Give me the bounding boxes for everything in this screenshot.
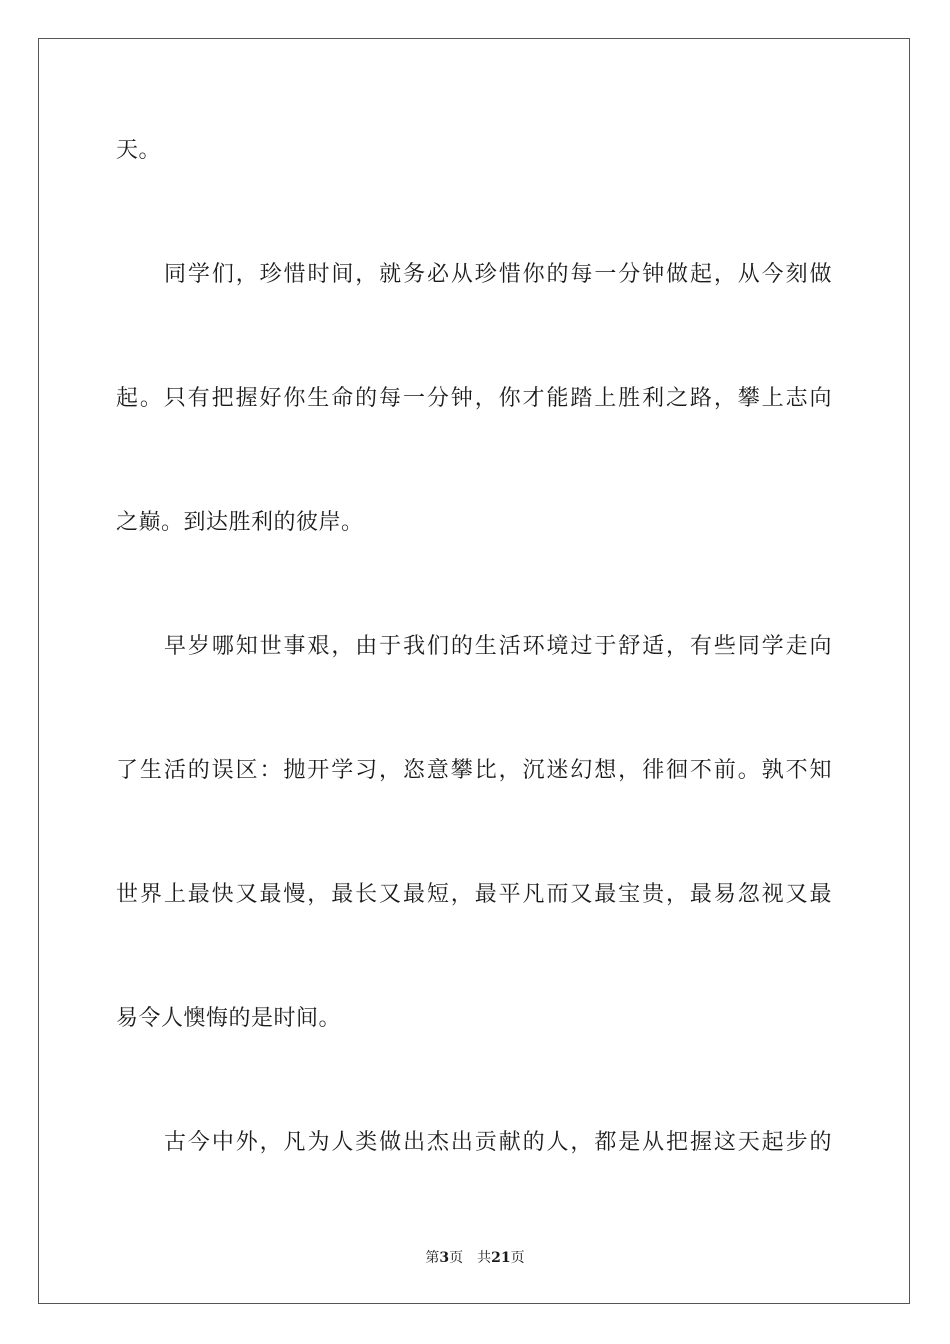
text-line-5: 早岁哪知世事艰，由于我们的生活环境过于舒适，有些同学走向: [164, 634, 832, 659]
page-suffix: 页: [449, 1250, 464, 1266]
text-line-4: 之巅。到达胜利的彼岸。: [116, 510, 364, 535]
text-line-6: 了生活的误区：抛开学习，恣意攀比，沉迷幻想，徘徊不前。孰不知: [116, 758, 832, 783]
text-line-1: 天。: [116, 138, 162, 163]
total-prefix: 共: [477, 1250, 492, 1266]
text-line-7: 世界上最快又最慢，最长又最短，最平凡而又最宝贵，最易忽视又最: [116, 882, 832, 907]
page-prefix: 第: [425, 1250, 440, 1266]
text-line-9: 古今中外，凡为人类做出杰出贡献的人，都是从把握这天起步的: [164, 1130, 832, 1155]
text-line-3: 起。只有把握好你生命的每一分钟，你才能踏上胜利之路，攀上志向: [116, 386, 832, 411]
page-footer: [0, 1248, 950, 1268]
text-line-2: 同学们，珍惜时间，就务必从珍惜你的每一分钟做起，从今刻做: [164, 262, 832, 287]
text-line-8: 易令人懊悔的是时间。: [116, 1006, 342, 1031]
page-border: [38, 38, 910, 1304]
page-number: 3: [439, 1250, 450, 1266]
total-suffix: 页: [510, 1250, 525, 1266]
total-pages: 21: [491, 1250, 511, 1266]
